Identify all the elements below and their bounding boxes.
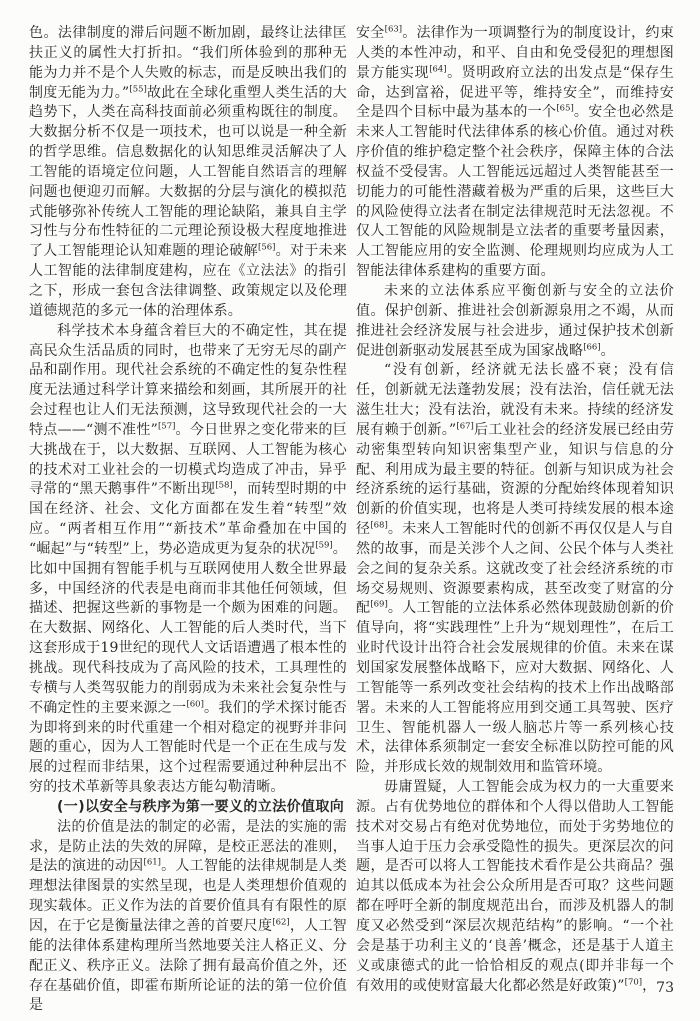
body-paragraph: 科学技术本身蕴含着巨大的不确定性，其在提高民众生活品质的同时，也带来了无穷无尽的副产品和副作用。现代社会系统的不确定性的复杂性程度无法通过科学计算来描绘和刻画，其所展开的社会过程也让人们无法预测，这导致现代社会的一大特点——“测不准性”[57]。今日世界之变化带来的巨大挑战在于，以大数据、互联网、人工智能为核心的技术对工业社会的一切模式均造成了冲击，异乎寻常的“黑天鹅事件”不断出现[58]，而转型时期的中国在经济、社会、文化方面都在发生着“转型”效应。“两者相互作用”“新技术”革命叠加在中国的“崛起”与“转型”上，势必造成更为复杂的状况[59]。比如中国拥有智能手机与互联网使用人数全世界最多，中国经济的代表是电商而非其他任何领域，但描述、把握这些新的事物是一个颇为困难的问题。在大数据、网络化、人工智能的后人类时代，当下这套形成于19世纪的现代人文话语遭遇了根本性的挑战。现代科技成为了高风险的技术，工具理性的专横与人类驾驭能力的削弱成为未来社会复杂性与不确定性的主要来源之一[60]。我们的学术探讨能否为即将到来的时代重建一个相对稳定的视野并非问题的重心，因为人工智能时代是一个正在生成与发展的过程而非结果，这个过程需要通过种种层出不穷的技术革新等具象表达方能勾勒清晰。 bbox=[29, 322, 348, 796]
body-paragraph: 色。法律制度的滞后问题不断加剧，最终让法律匡扶正义的属性大打折扣。“我们所体验到的那种无能为力并不是个人失败的标志，而是反映出我们的制度无能为力。”[55]故此在全球化重塑人类生活的大趋势下，人类在高科技面前必须重构既往的制度。大数据分析不仅是一项技术，也可以说是一种全新的哲学思维。信息数据化的认知思维灵活解决了人工智能的语境定位问题，人工智能自然语言的理解问题也便迎刃而解。大数据的分层与演化的模拟范式能够弥补传统人工智能的理论缺陷，兼具自主学习性与分布性特征的二元理论预设极大程度地推进了人工智能理论认知难题的理论破解[56]。对于未来人工智能的法律制度建构，应在《立法法》的指引之下，形成一套包含法律调整、政策规定以及伦理道德规范的多元一体的治理体系。 bbox=[29, 25, 348, 319]
footnote-ref: [60] bbox=[186, 699, 204, 710]
footnote-ref: [66] bbox=[583, 341, 601, 352]
footnote-ref: [57] bbox=[157, 421, 176, 432]
page-number: 73 bbox=[656, 980, 674, 996]
footnote-ref: [67] bbox=[456, 421, 474, 432]
body-paragraph: 安全[63]。法律作为一项调整行为的制度设计，约束人类的本性冲动，和平、自由和免受侵犯的理想图景方能实现[64]。贤明政府立法的出发点是“保存生命，达到富裕，促进平等，维持安全”，而维持安全是四个目标中最为基本的一个[65]。安全也必然是未来人工智能时代法律体系的核心价值。通过对秩序价值的维护稳定整个社会秩序，保障主体的合法权益不受侵害。人工智能远远超过人类智能甚至一切能力的可能性潜藏着极为严重的后果，这些巨大的风险使得立法者在制定法律规范时无法忽视。不仅人工智能的风险规制是立法者的重要考量因素，人工智能应用的安全监测、伦理规则均应成为人工智能法律体系建构的重要方面。 bbox=[356, 24, 674, 280]
footnote-ref: [68] bbox=[370, 520, 388, 531]
body-paragraph: 法的价值是法的制定的必需，是法的实施的需求，是防止法的失效的屏障，是校正恶法的准则，是法的演进的动因[61]。人工智能的法律规制是人类理想法律图景的实然呈现，也是人类理想价值观的现实载体。正义作为法的首要价值具有有限性的原因，在于它是衡量法律之善的首要尺度[62]，人工智能的法律体系建构理所当然地要关注人格正义、分配正义、秩序正义。法除了拥有最高价值之外，还存在基础价值，即霍布斯所论证的法的第一位价值是 bbox=[29, 818, 347, 1014]
body-paragraph: 毋庸置疑，人工智能会成为权力的一大重要来源。占有优势地位的群体和个人得以借助人工智能技术对交易占有绝对优势地位，而处于劣势地位的当事人迫于压力会承受隐性的损失。更深层次的问题，是否可以将人工智能技术看作是公共商品？强迫其以低成本为社会公众所用是否可取？这些问题都在呼吁全新的制度规范出台，而涉及机器人的制度又必然受到“深层次规范结构”的影响。“一个社会是基于功利主义的‘良善’概念，还是基于人道主义或康德式的此一恰恰相反的观点(即并非每一个有效用的或使财富最大化都必然是好政策)”[70]， bbox=[356, 779, 674, 994]
footnote-ref: [58] bbox=[215, 480, 233, 491]
body-paragraph: “没有创新，经济就无法长盛不衰；没有信任，创新就无法蓬勃发展；没有法治，信任就无法滋生壮大；没有法治，就没有未来。持续的经济发展有赖于创新。”[67]后工业社会的经济发展已经由劳动密集型转向知识密集型产业，知识与信息的分配、利用成为最主要的特征。创新与知识成为社会经济系统的运行基础，资源的分配始终体现着知识创新的价值实现，也将是人类可持续发展的根本途径[68]。未来人工智能时代的创新不再仅仅是人与自然的故事，而是关涉个人之间、公民个体与人类社会之间的复杂关系。这就改变了社会经济系统的市场交易规则、资源要素构成，甚至改变了财富的分配[69]。人工智能的立法体系必然体现鼓励创新的价值导向，将“实践理性”上升为“规划理性”，在后工业时代设计出符合社会发展规律的价值。未来在谋划国家发展整体战略下，应对大数据、网络化、人工智能等一系列改变社会结构的技术上作出战略部署。未来的人工智能将应用到交通工具驾驶、医疗卫生、智能机器人一级人脑芯片等一系列核心技术，法律体系须制定一套安全标准以防控可能的风险，并形成长效的规制效用和监管环境。 bbox=[356, 362, 674, 776]
footnote-ref: [70] bbox=[624, 976, 643, 987]
footnote-ref: [61] bbox=[143, 857, 161, 868]
footnote-ref: [65] bbox=[556, 103, 574, 114]
footnote-ref: [56] bbox=[258, 242, 276, 253]
footnote-ref: [63] bbox=[384, 24, 403, 35]
footnote-ref: [64] bbox=[429, 64, 447, 75]
section-heading: (一)以安全与秩序为第一要义的立法价值取向 bbox=[57, 798, 345, 815]
footnote-ref: [69] bbox=[370, 599, 388, 610]
footnote-ref: [59] bbox=[315, 540, 333, 551]
text-column-right bbox=[356, 24, 674, 996]
footnote-ref: [62] bbox=[272, 917, 290, 928]
footnote-ref: [55] bbox=[129, 83, 147, 94]
body-paragraph: 未来的立法体系应平衡创新与安全的立法价值。保护创新、推进社会创新源泉用之不竭，从而推进社会经济发展与社会进步，通过保护技术创新促进创新驱动发展甚至成为国家战略[66]。 bbox=[356, 282, 674, 359]
text-column-left bbox=[29, 24, 347, 1016]
